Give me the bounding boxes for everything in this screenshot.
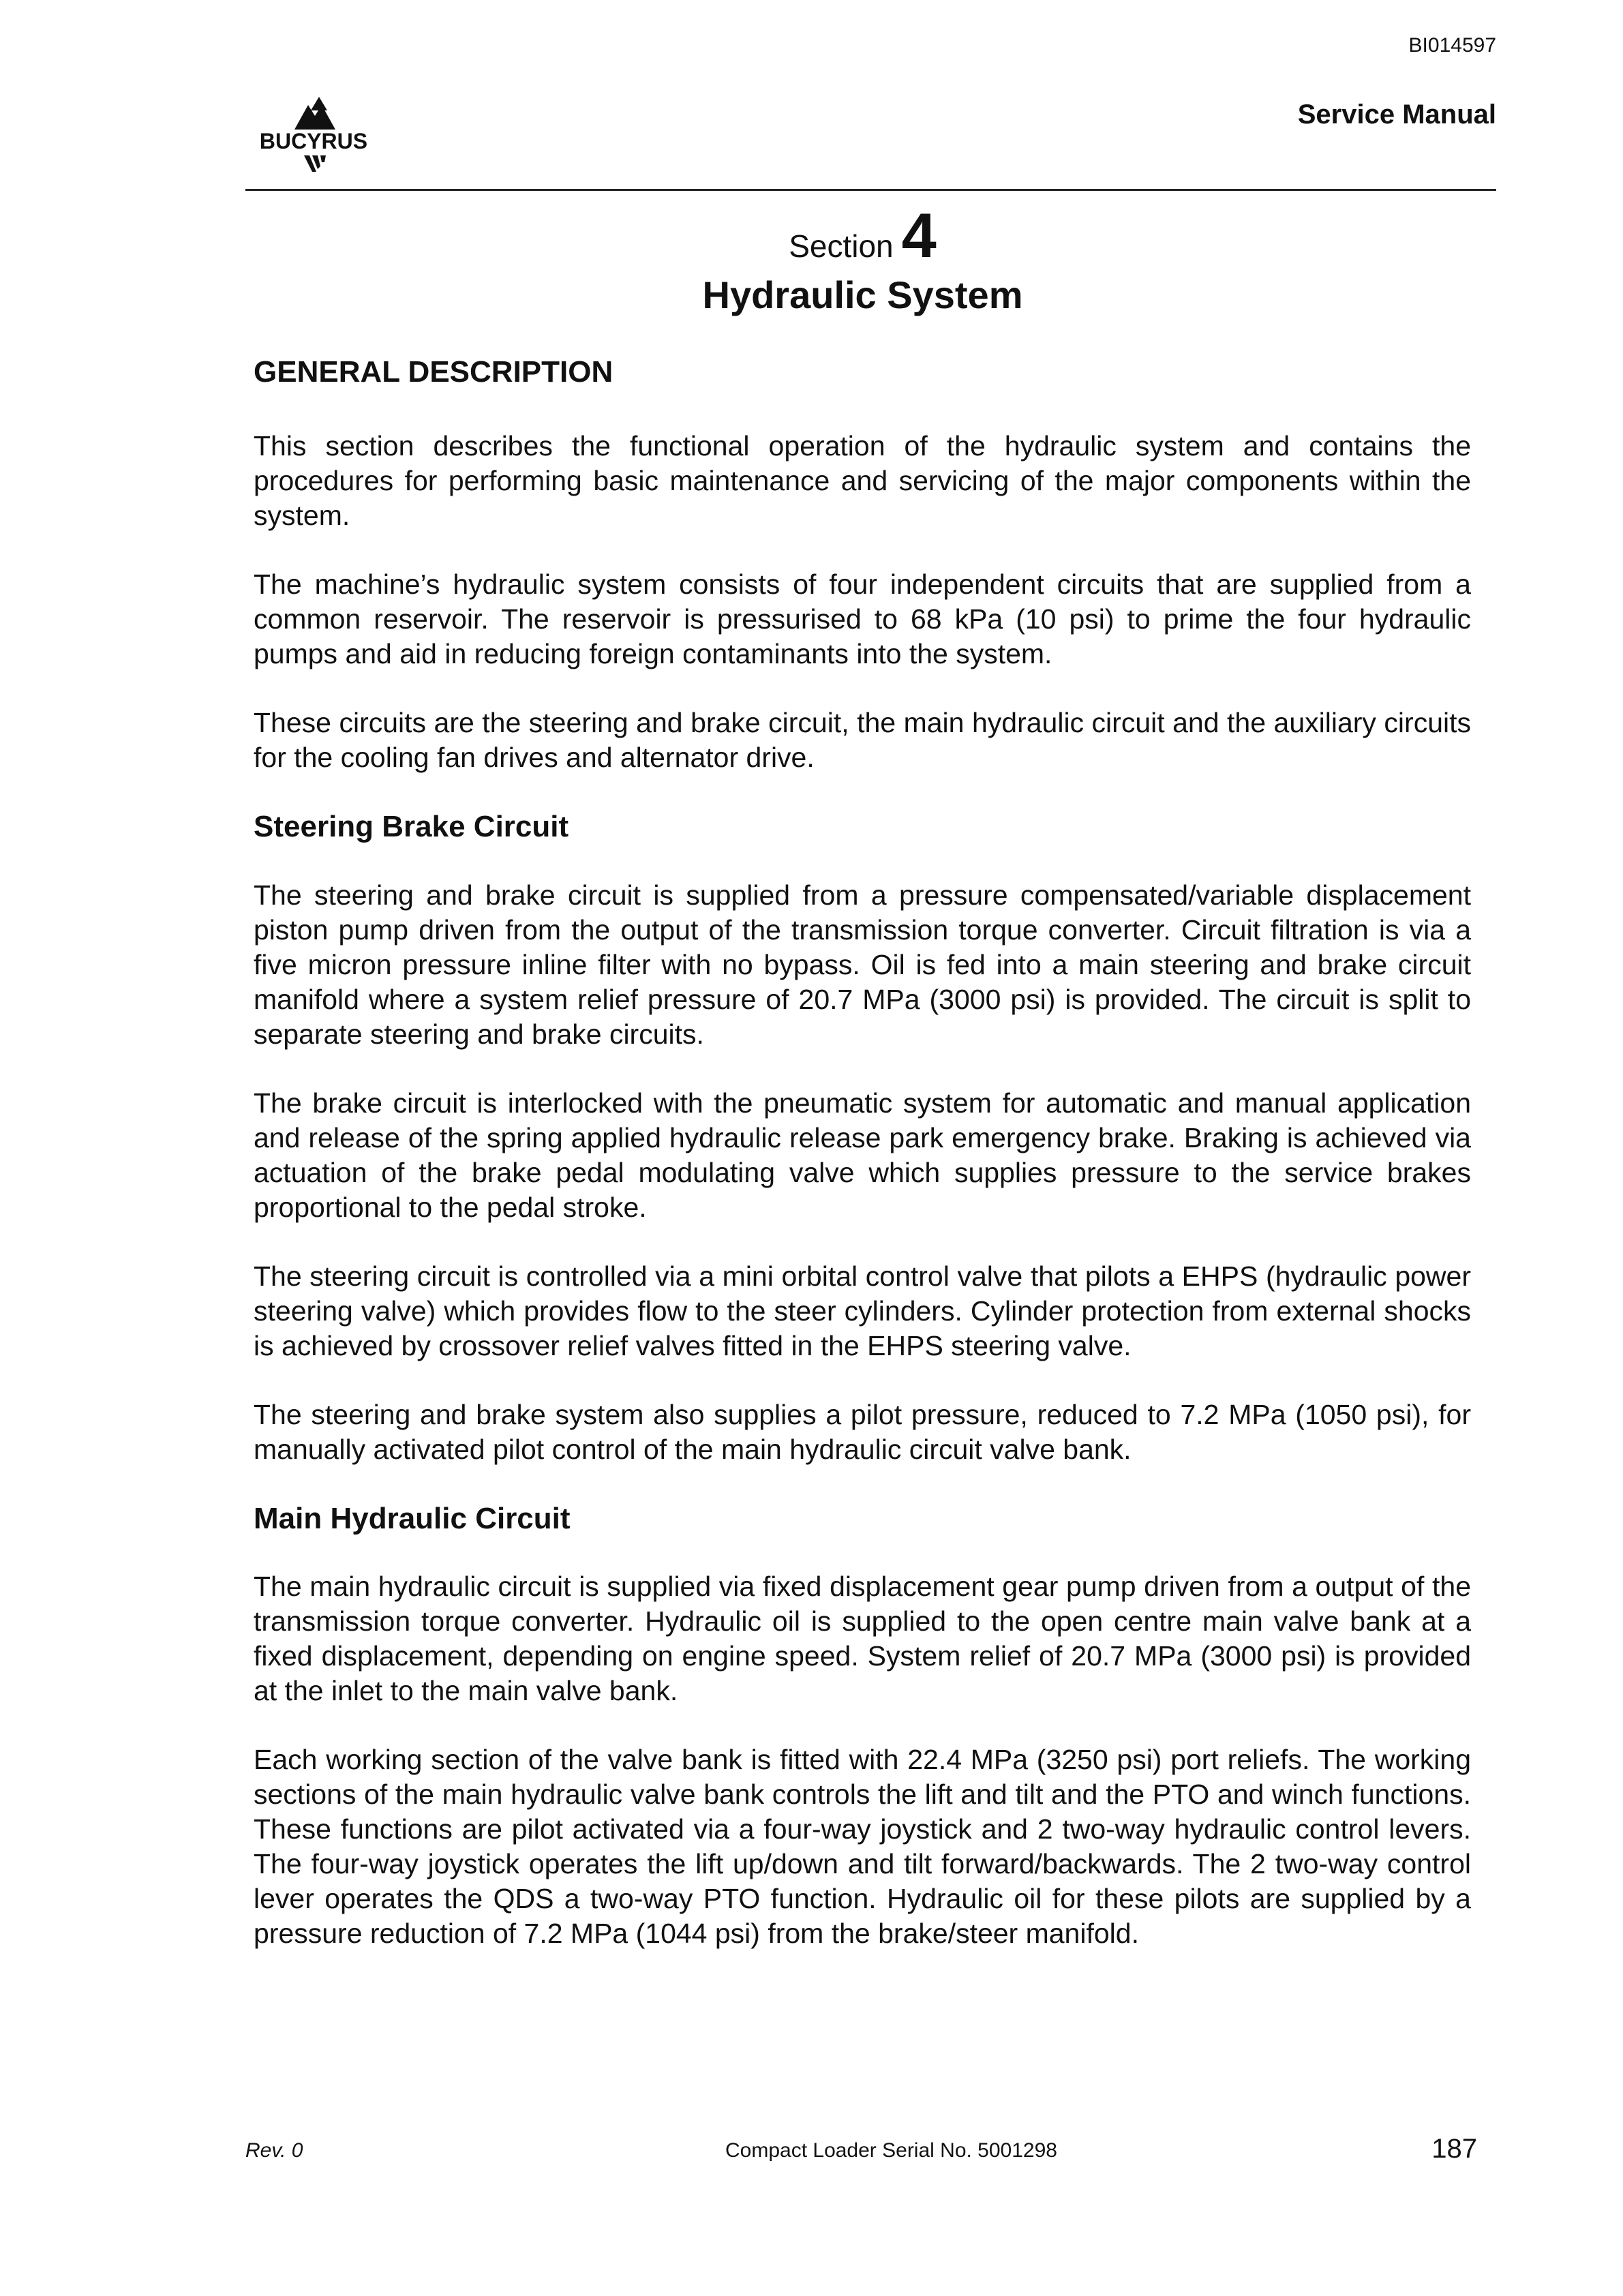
- manual-title: Service Manual: [1297, 100, 1496, 130]
- paragraph: The steering and brake system also supplies a pilot pressure, reduced to 7.2 MPa (1050 psi), for manually activated pilot control of the main hydraulic circuit valve bank.: [254, 1398, 1471, 1465]
- paragraph: The steering and brake circuit is supplied from a pressure compensated/variable displacement piston pump driven from the output of the transmission torque converter. Circuit filtration is via a five micron pressure inline filter with no bypass. Oil is fed into a main steering and brake circuit manifold where a system relief pressure of 20.7 MPa (3000 psi) is provided. The circuit is split to separate steering and brake circuits.: [254, 879, 1471, 1050]
- logo-wordmark: BUCYRUS: [259, 129, 368, 153]
- logo-peak-shape: [311, 97, 327, 110]
- main-hydraulic-heading: Main Hydraulic Circuit: [254, 1501, 571, 1535]
- page-number: 187: [1431, 2134, 1477, 2164]
- general-description-heading: GENERAL DESCRIPTION: [254, 355, 613, 389]
- serial-number: Compact Loader Serial No. 5001298: [725, 2139, 1057, 2162]
- paragraph: The steering circuit is controlled via a mini orbital control valve that pilots a EHPS (hydraulic power steering valve) which provides flow to the steer cylinders. Cylinder protection from external shocks is achieved by crossover relief valves fitted in the EHPS steering valve.: [254, 1260, 1471, 1361]
- paragraph: This section describes the functional operation of the hydraulic system and contains the procedures for performing basic maintenance and servicing of the major components within the system.: [254, 429, 1471, 531]
- paragraph: The brake circuit is interlocked with the pneumatic system for automatic and manual application and release of the spring applied hydraulic release park emergency brake. Braking is achieved via actuation of the brake pedal modulating valve which supplies pressure to the service brakes proportional to the pedal stroke.: [254, 1087, 1471, 1223]
- steering-brake-heading: Steering Brake Circuit: [254, 809, 569, 843]
- bucyrus-logo: [245, 95, 382, 191]
- page-footer: [245, 2134, 1496, 2168]
- body-content: [254, 354, 1471, 1985]
- revision-label: Rev. 0: [245, 2139, 303, 2162]
- section-number: 4: [901, 201, 937, 271]
- section-label: Section: [789, 228, 894, 264]
- logo-stripe-3: [320, 155, 326, 162]
- section-heading: [0, 201, 1623, 317]
- document-id: BI014597: [1408, 34, 1496, 57]
- paragraph: These circuits are the steering and brake circuit, the main hydraulic circuit and the auxiliary circuits for the cooling fan drives and alternator drive.: [254, 706, 1471, 773]
- paragraph: The main hydraulic circuit is supplied via fixed displacement gear pump driven from a output of the transmission torque converter. Hydraulic oil is supplied to the open centre main valve bank at a fixed displacement, depending on engine speed. System relief of 20.7 MPa (3000 psi) is provided at the inlet to the main valve bank.: [254, 1571, 1471, 1707]
- section-title: Hydraulic System: [702, 273, 1023, 316]
- paragraph: The machine’s hydraulic system consists of four independent circuits that are supplied from a common reservoir. The reservoir is pressurised to 68 kPa (10 psi) to prime the four hydraulic pumps and aid in reducing foreign contaminants into the system.: [254, 568, 1471, 669]
- header-rule: [245, 189, 1496, 191]
- paragraph: Each working section of the valve bank is fitted with 22.4 MPa (3250 psi) port reliefs. The working sections of the main hydraulic valve bank controls the lift and tilt and the PTO and winch functions. These functions are pilot activated via a four-way joystick and 2 two-way hydraulic control levers. The four-way joystick operates the lift up/down and tilt forward/backwards. The 2 two-way control lever operates the QDS a two-way PTO function. Hydraulic oil for these pilots are supplied by a pressure reduction of 7.2 MPa (1044 psi) from the brake/steer manifold.: [254, 1744, 1471, 1950]
